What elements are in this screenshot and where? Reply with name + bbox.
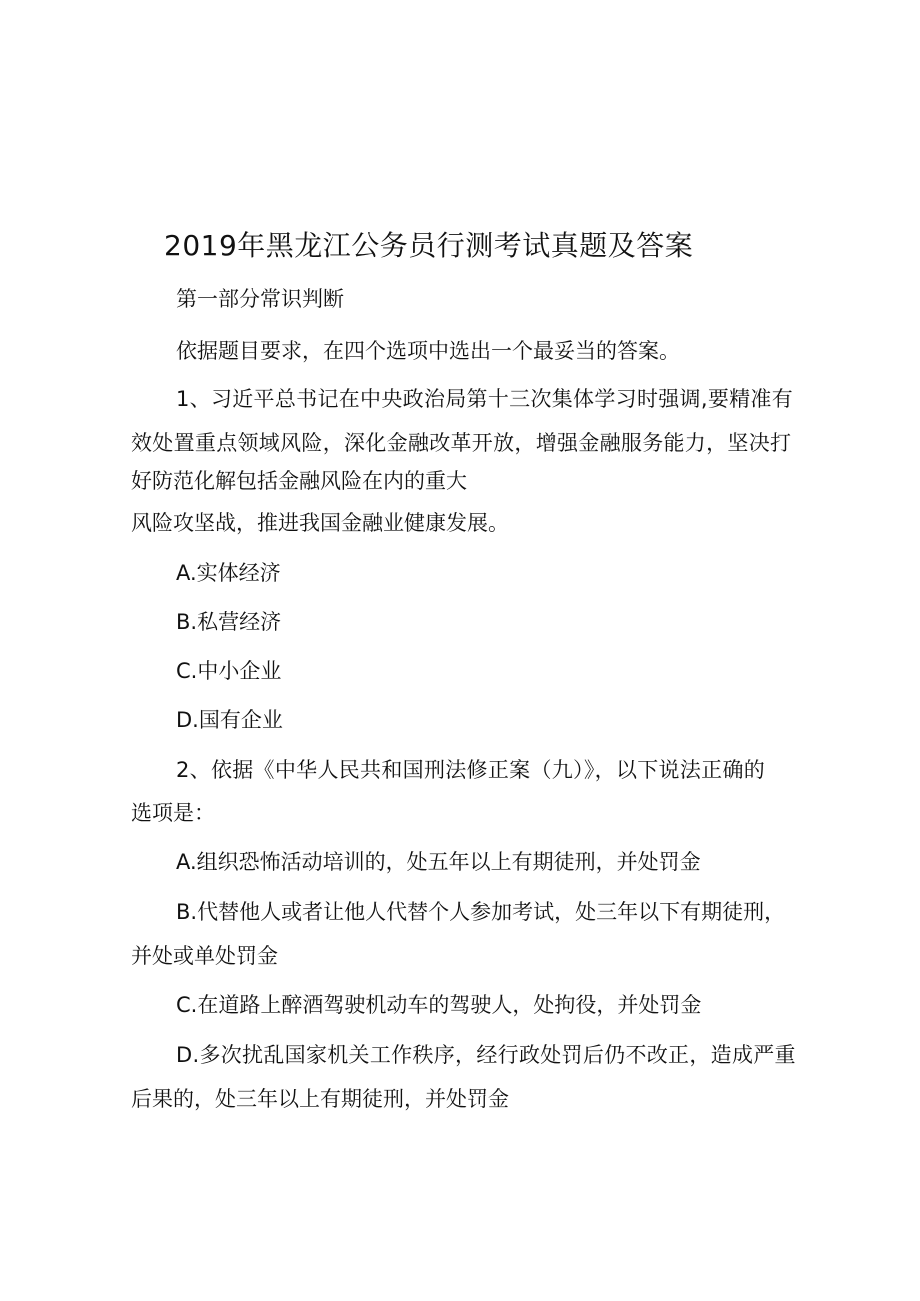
question-2-option-b-line-2: 并处或单处罚金: [131, 944, 278, 968]
question-2-option-b-line-1: B.代替他人或者让他人代替个人参加考试，处三年以下有期徒刑，: [176, 900, 786, 924]
section-heading: 第一部分常识判断: [176, 287, 344, 311]
question-1-option-d: D.国有企业: [176, 708, 283, 732]
document-title: 2019年黑龙江公务员行测考试真题及答案: [164, 229, 694, 262]
instruction-text: 依据题目要求，在四个选项中选出一个最妥当的答案。: [176, 339, 680, 363]
question-1-line-2: 效处置重点领域风险，深化金融改革开放，增强金融服务能力，坚决打: [131, 431, 792, 455]
question-1-line-3: 好防范化解包括金融风险在内的重大: [131, 469, 467, 493]
question-2-line-2: 选项是：: [131, 801, 215, 825]
question-1-option-c: C.中小企业: [176, 659, 282, 683]
question-2-option-a: A.组织恐怖活动培训的，处五年以上有期徒刑，并处罚金: [176, 850, 701, 874]
question-2-option-c: C.在道路上醉酒驾驶机动车的驾驶人，处拘役，并处罚金: [176, 993, 702, 1017]
question-2-option-d-line-2: 后果的，处三年以上有期徒刑，并处罚金: [131, 1087, 509, 1111]
question-1-line-1: 1、习近平总书记在中央政治局第十三次集体学习时强调,要精准有: [176, 387, 794, 411]
question-2-line-1: 2、依据《中华人民共和国刑法修正案（九）》，以下说法正确的: [176, 758, 766, 782]
question-1-option-a: A.实体经济: [176, 561, 281, 585]
question-2-option-d-line-1: D.多次扰乱国家机关工作秩序，经行政处罚后仍不改正，造成严重: [176, 1043, 796, 1067]
question-1-option-b: B.私营经济: [176, 610, 282, 634]
question-1-line-4: 风险攻坚战，推进我国金融业健康发展。: [131, 511, 509, 535]
